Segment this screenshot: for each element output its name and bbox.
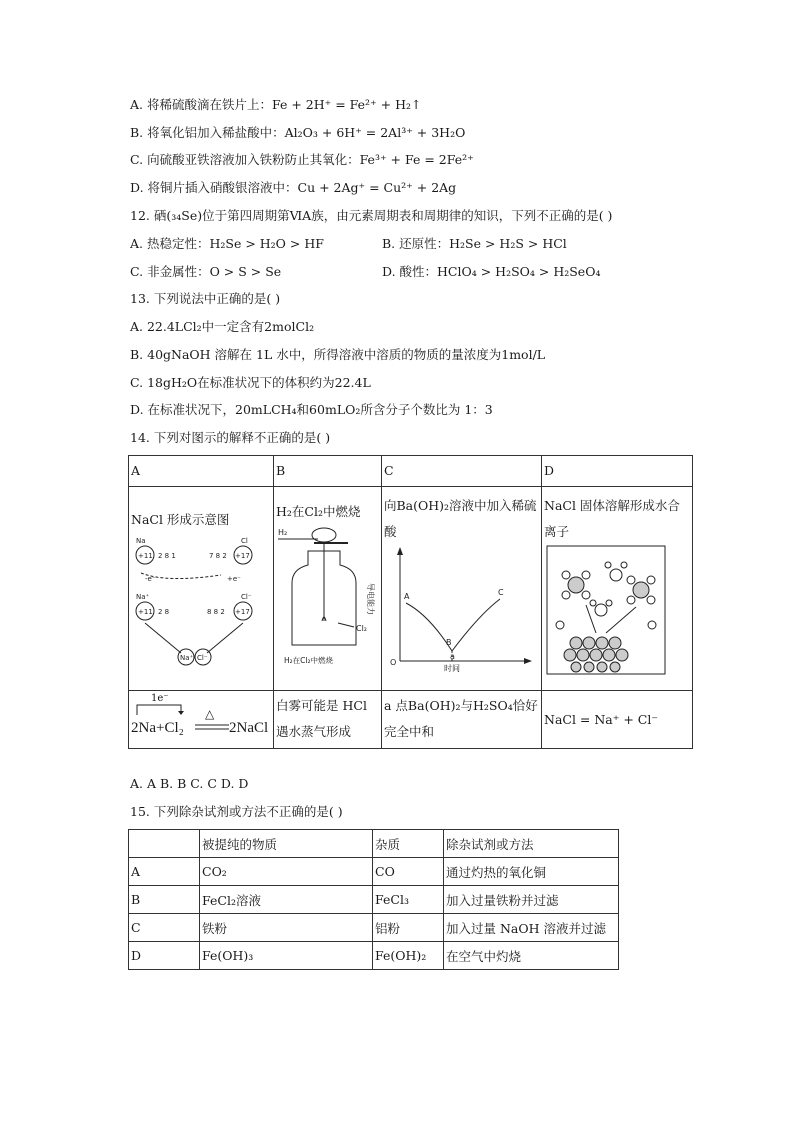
caption-b: H₂在Cl₂中燃烧 xyxy=(276,504,361,519)
q14-cell-a-explanation xyxy=(129,691,274,749)
q14-cell-c-explanation: a 点Ba(OH)₂与H₂SO₄恰好完全中和 xyxy=(382,691,542,749)
q15-header-impurity: 杂质 xyxy=(373,830,444,858)
q15-header-method: 除杂试剂或方法 xyxy=(444,830,619,858)
equation-product: 2NaCl xyxy=(229,719,269,736)
cl-atom-label: Cl xyxy=(241,537,248,545)
point-a-lower-label: a xyxy=(450,652,455,661)
na-nucleus: +11 xyxy=(138,552,153,560)
point-c-label: C xyxy=(498,588,504,597)
q15-impurity: FeCl₃ xyxy=(373,886,444,914)
q14-cell-d-figure xyxy=(542,487,693,691)
q13-option-c: C. 18gH₂O在标准状况下的体积约为22.4L xyxy=(130,375,371,390)
q13-option-d: D. 在标准状况下，20mLCH₄和60mLO₂所含分子个数比为 1：3 xyxy=(130,402,493,417)
q15-substance: CO₂ xyxy=(200,858,373,886)
q11-option-c: C. 向硫酸亚铁溶液加入铁粉防止其氧化：Fe³⁺ + Fe = 2Fe²⁺ xyxy=(130,152,474,167)
equation-reactants: 2Na+Cl₂ xyxy=(131,719,184,736)
q14-answer-options: A. A B. B C. C D. D xyxy=(130,776,249,791)
na-ion-shells: 2 8 xyxy=(158,608,170,616)
q11-option-b: B. 将氧化铝加入稀盐酸中：Al₂O₃ + 6H⁺ = 2Al³⁺ + 3H₂O xyxy=(130,125,466,140)
na-atom-label: Na xyxy=(136,537,146,545)
na-ion-label: Na⁺ xyxy=(136,593,150,601)
q14-cell-b-explanation: 白雾可能是 HCl 遇水蒸气形成 xyxy=(274,691,382,749)
q14-table xyxy=(128,455,693,749)
q14-header-d: D xyxy=(542,456,693,487)
q15-row-label: A xyxy=(129,858,200,886)
equation-equals-sign xyxy=(195,723,229,731)
q12-option-c: C. 非金属性：O > S > Se xyxy=(130,264,282,279)
cl2-label: Cl₂ xyxy=(356,624,368,633)
cl-gain-electron: +e⁻ xyxy=(227,575,241,583)
caption-c: 向Ba(OH)₂溶液中加入稀硫酸 xyxy=(384,498,537,539)
point-a-label: A xyxy=(404,592,410,601)
h2-inlet-label: H₂ xyxy=(278,528,288,537)
conductivity-graph xyxy=(366,545,534,673)
q14-cell-b-figure xyxy=(274,487,382,691)
q13-stem: 13. 下列说法中正确的是( ) xyxy=(130,291,281,306)
q15-impurity: CO xyxy=(373,858,444,886)
q12-option-a: A. 热稳定性：H₂Se > H₂O > HF xyxy=(130,236,324,251)
product-na-ion: Na⁺ xyxy=(180,654,194,662)
na-ion-nucleus: +11 xyxy=(138,608,153,616)
origin-label: O xyxy=(390,658,397,667)
q15-method: 通过灼热的氧化铜 xyxy=(444,858,619,886)
na-shells: 2 8 1 xyxy=(158,552,176,560)
q13-option-b: B. 40gNaOH 溶解在 1L 水中，所得溶液中溶质的物质的量浓度为1mol/L xyxy=(130,347,546,362)
q15-method: 加入过量铁粉并过滤 xyxy=(444,886,619,914)
cl-shells: 7 8 2 xyxy=(209,552,227,560)
q15-substance: FeCl₂溶液 xyxy=(200,886,373,914)
caption-a: NaCl 形成示意图 xyxy=(131,512,230,527)
q15-row-label: C xyxy=(129,914,200,942)
q15-method: 在空气中灼烧 xyxy=(444,942,619,970)
product-cl-ion: Cl⁻ xyxy=(197,654,208,662)
q12-option-b: B. 还原性：H₂Se > H₂S > HCl xyxy=(382,236,567,251)
q15-substance: 铁粉 xyxy=(200,914,373,942)
y-axis-label: 导电能力 xyxy=(366,583,375,615)
q15-stem: 15. 下列除杂试剂或方法不正确的是( ) xyxy=(130,804,343,819)
table-row xyxy=(129,914,619,942)
q15-impurity: 铝粉 xyxy=(373,914,444,942)
hydrated-ions-diagram xyxy=(546,545,666,675)
q11-option-d: D. 将铜片插入硝酸银溶液中：Cu + 2Ag⁺ = Cu²⁺ + 2Ag xyxy=(130,180,457,195)
q15-header-blank xyxy=(129,830,200,858)
q14-header-c: C xyxy=(382,456,542,487)
cl-nucleus: +17 xyxy=(235,552,250,560)
q14-stem: 14. 下列对图示的解释不正确的是( ) xyxy=(130,430,331,445)
table-row xyxy=(129,858,619,886)
apparatus-caption: H₂在Cl₂中燃烧 xyxy=(284,656,333,665)
heat-condition: △ xyxy=(205,706,215,721)
electron-transfer-label: 1e⁻ xyxy=(151,692,169,704)
q11-option-a: A. 将稀硫酸滴在铁片上：Fe + 2H⁺ = Fe²⁺ + H₂↑ xyxy=(130,97,422,112)
q15-impurity: Fe(OH)₂ xyxy=(373,942,444,970)
cl-ion-shells: 8 8 2 xyxy=(207,608,225,616)
point-b-label: B xyxy=(446,638,452,647)
q14-header-b: B xyxy=(274,456,382,487)
h2-cl2-combustion-apparatus xyxy=(276,525,380,675)
caption-d: NaCl 固体溶解形成水合离子 xyxy=(544,498,680,539)
q15-method: 加入过量 NaOH 溶液并过滤 xyxy=(444,914,619,942)
q15-row-label: D xyxy=(129,942,200,970)
table-row xyxy=(129,886,619,914)
q14-cell-c-figure xyxy=(366,487,542,691)
q13-option-a: A. 22.4LCl₂中一定含有2molCl₂ xyxy=(130,319,315,334)
q15-substance: Fe(OH)₃ xyxy=(200,942,373,970)
na-lose-electron: -e⁻ xyxy=(145,575,156,583)
q14-cell-d-explanation: NaCl = Na⁺ + Cl⁻ xyxy=(542,691,693,749)
table-row xyxy=(129,942,619,970)
q12-stem: 12. 硒(₃₄Se)位于第四周期第ⅥA族，由元素周期表和周期律的知识，下列不正确的是( ) xyxy=(130,208,613,223)
x-axis-label: 时间 xyxy=(444,664,460,673)
q15-row-label: B xyxy=(129,886,200,914)
cl-ion-nucleus: +17 xyxy=(235,608,250,616)
cl-ion-label: Cl⁻ xyxy=(241,593,252,601)
q15-table xyxy=(128,829,619,970)
q15-header-substance: 被提纯的物质 xyxy=(200,830,373,858)
q14-header-a: A xyxy=(129,456,274,487)
electron-transfer-arrow xyxy=(135,703,187,715)
q14-cell-a-figure xyxy=(129,487,274,691)
nacl-formation-diagram xyxy=(131,533,269,673)
q12-option-d: D. 酸性：HClO₄ > H₂SO₄ > H₂SeO₄ xyxy=(382,264,601,279)
